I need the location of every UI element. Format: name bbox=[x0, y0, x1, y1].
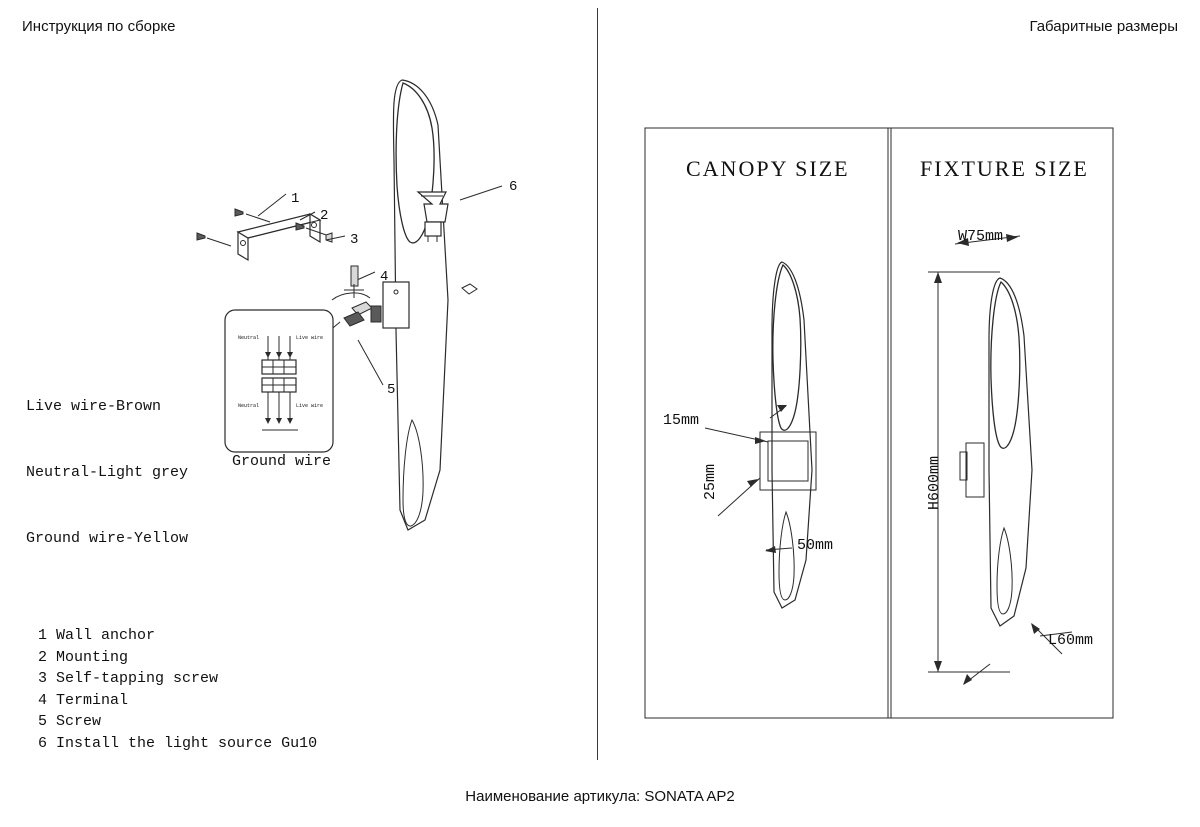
callout-4: 4 bbox=[380, 269, 389, 285]
part-label-6: Install the light source Gu10 bbox=[56, 734, 318, 752]
terminal-label-live-top: Live wire bbox=[296, 335, 324, 341]
part-num-4: 4 bbox=[38, 691, 48, 709]
canopy-dim-25mm: 25mm bbox=[702, 463, 719, 500]
fixture-dim-l60mm: L60mm bbox=[1048, 632, 1094, 649]
callout-5: 5 bbox=[387, 382, 396, 398]
part-num-5: 5 bbox=[38, 713, 48, 730]
terminal-label-live-bottom: Live wire bbox=[296, 403, 324, 409]
part-label-5: Screw bbox=[56, 713, 102, 730]
fixture-drawing bbox=[928, 234, 1072, 685]
page-title-right: Габаритные размеры bbox=[1029, 18, 1178, 35]
part-num-1: 1 bbox=[38, 627, 48, 644]
part-label-4: Terminal bbox=[56, 691, 129, 709]
wiring-ground-text: Ground wire-Yellow bbox=[26, 530, 189, 547]
wiring-neutral-text: Neutral-Light grey bbox=[26, 464, 189, 481]
fixture-dim-h600mm: H600mm bbox=[926, 455, 943, 510]
fixture-size-title: FIXTURE SIZE bbox=[920, 156, 1089, 181]
part-label-1: Wall anchor bbox=[56, 627, 156, 644]
terminal-label-neutral-top: Neutral bbox=[238, 335, 260, 341]
terminal-label-neutral-bottom: Neutral bbox=[238, 403, 260, 409]
page-title-left: Инструкция по сборке bbox=[22, 18, 176, 35]
callout-1: 1 bbox=[291, 191, 300, 207]
callout-3: 3 bbox=[350, 232, 359, 248]
part-label-3: Self-tapping screw bbox=[56, 670, 219, 687]
canopy-dim-50mm: 50mm bbox=[797, 537, 834, 554]
canopy-drawing bbox=[705, 262, 816, 608]
ground-wire-caption: Ground wire bbox=[232, 453, 332, 470]
callout-2: 2 bbox=[320, 208, 329, 224]
part-num-6: 6 bbox=[38, 734, 48, 752]
wiring-live-text: Live wire-Brown bbox=[26, 398, 162, 415]
part-num-2: 2 bbox=[38, 648, 48, 666]
part-label-2: Mounting bbox=[56, 648, 129, 666]
article-name-footer: Наименование артикула: SONATA AP2 bbox=[465, 788, 735, 805]
canopy-dim-15mm: 15mm bbox=[663, 412, 700, 429]
fixture-dim-w75mm: W75mm bbox=[958, 228, 1004, 245]
canopy-size-title: CANOPY SIZE bbox=[686, 156, 850, 181]
callout-6: 6 bbox=[509, 179, 518, 195]
part-num-3: 3 bbox=[38, 670, 48, 687]
